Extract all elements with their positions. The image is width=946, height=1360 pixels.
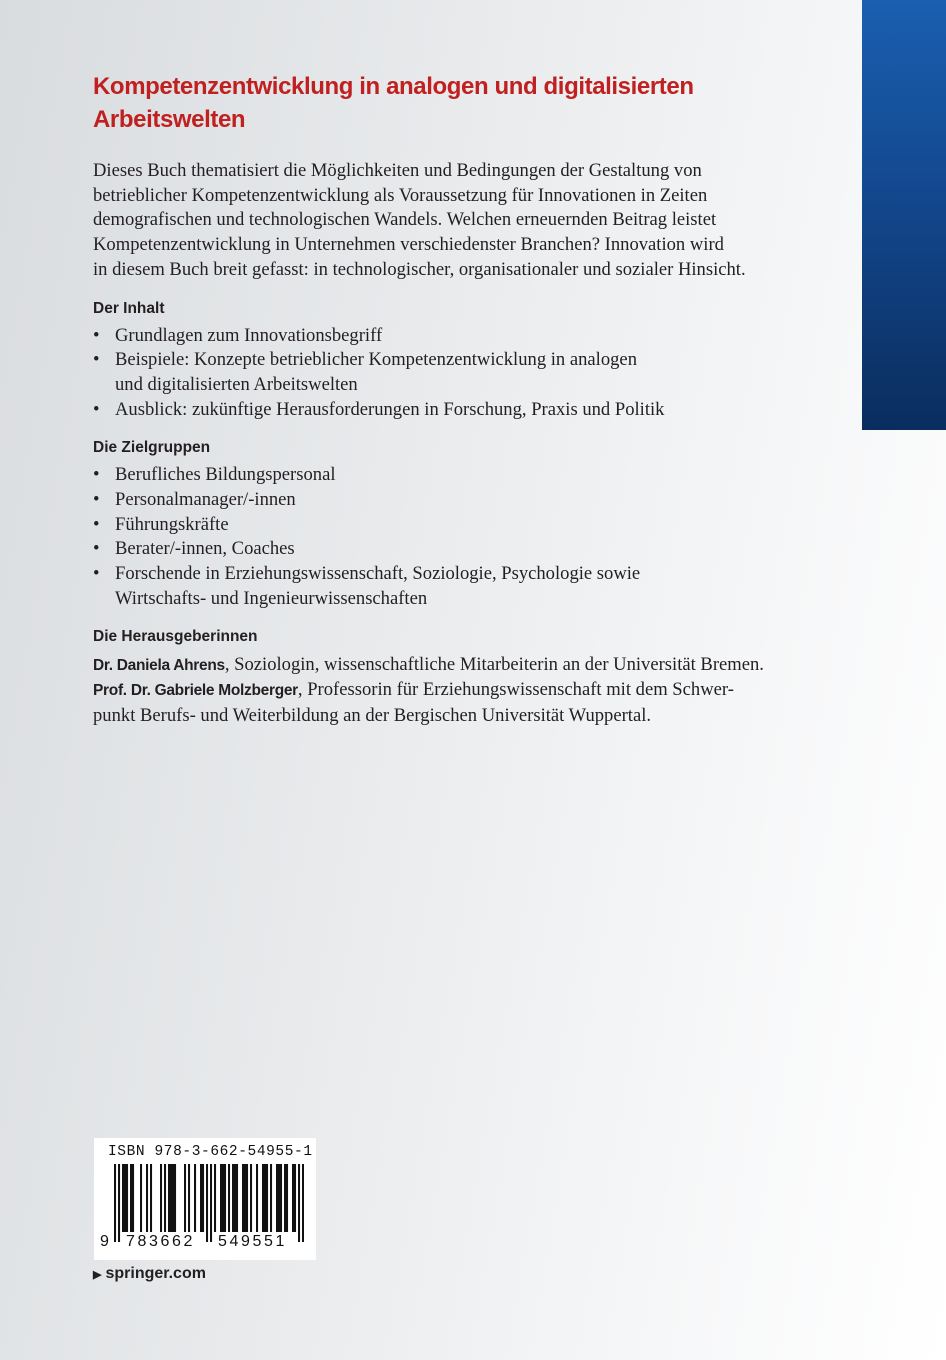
barcode-bar [200,1164,202,1232]
barcode-bar [292,1164,294,1232]
barcode-bar [256,1164,258,1232]
barcode-bar [298,1164,300,1242]
editor-2-name: Prof. Dr. Gabriele Molzberger [93,682,298,700]
barcode-bar [284,1164,286,1232]
triangle-right-icon: ▶ [93,1268,102,1281]
barcode-bar [224,1164,226,1232]
barcode-bar [276,1164,278,1232]
list-item: • Forschende in Erziehungswissenschaft, Soziologie, Psychologie sowie Wirtschafts- und Ingenieurwissenschaften [93,562,765,611]
list-item: • Beispiele: Konzepte betrieblicher Kompetenzentwicklung in analogen und digitalisierten Arbeitswelten [93,348,765,397]
isbn-label: ISBN 978-3-662-54955-1 [108,1144,313,1160]
website-label: springer.com [105,1265,206,1282]
barcode-bar [210,1164,212,1242]
barcode-bar [266,1164,268,1232]
list-item: • Grundlagen zum Innovationsbegriff [93,324,765,349]
barcode-bar [126,1164,128,1232]
section-heading-inhalt: Der Inhalt [93,299,165,317]
barcode-bar [114,1164,116,1242]
barcode-bar [250,1164,252,1232]
barcode-bar [140,1164,142,1232]
editor-1: Dr. Daniela Ahrens, Soziologin, wissenschaftliche Mitarbeiterin an der Universität Bremen. [93,653,764,675]
barcode-bar [132,1164,134,1232]
ean-first-digit: 9 [100,1233,109,1250]
barcode-bar [270,1164,272,1232]
barcode-bar [280,1164,282,1232]
barcode-bar [170,1164,172,1232]
editors-bio [93,653,765,729]
barcode-bar [278,1164,280,1232]
barcode-bar [130,1164,132,1232]
barcode-bar [206,1164,208,1242]
barcode-bar [150,1164,152,1232]
barcode-bar [222,1164,224,1232]
barcode-bar [242,1164,244,1232]
barcode-bar [168,1164,170,1232]
barcode-bar [202,1164,204,1232]
list-item: • Ausblick: zukünftige Herausforderungen in Forschung, Praxis und Politik [93,398,765,423]
barcode-bar [228,1164,230,1232]
barcode-bar [236,1164,238,1232]
back-cover-content [93,70,765,729]
zielgruppen-list [93,463,765,611]
barcode-bar [188,1164,190,1232]
book-description: Dieses Buch thematisiert die Möglichkeiten und Bedingungen der Gestaltung von betrieblicher Kompetenzentwicklung als Voraussetzung für Innovationen in Zeiten demografischen und technologischen Wandels. Welchen erneuernden Beitrag leistet Kompetenzentwicklung in Unternehmen verschiedenster Branchen? Innovation wird in diesem Buch breit gefasst: in technologischer, organisationaler und sozialer Hinsicht. [93,160,746,280]
section-heading-zielgruppen: Die Zielgruppen [93,439,211,457]
barcode-bar [118,1164,120,1242]
section-heading-herausgeberinnen: Die Herausgeberinnen [93,627,258,645]
book-title: Kompetenzentwicklung in analogen und digitalisierten Arbeitswelten [93,73,694,133]
barcode-bar [214,1164,216,1232]
editor-2-line2: punkt Berufs- und Weiterbildung an der Bergischen Universität Wuppertal. [93,704,652,726]
blue-accent-bar [862,0,946,430]
list-item: • Personalmanager/-innen [93,488,765,513]
barcode-bar [146,1164,148,1232]
barcode-bar [302,1164,304,1242]
ean-left-digits: 783662 [126,1233,195,1250]
isbn-barcode [94,1138,316,1260]
barcode-bar [244,1164,246,1232]
barcode-bar [286,1164,288,1232]
editor-1-name: Dr. Daniela Ahrens [93,656,225,674]
barcode-bar [172,1164,174,1232]
barcode-bar [164,1164,166,1232]
barcode-bar [174,1164,176,1232]
barcode-bar [160,1164,162,1232]
barcode-bar [264,1164,266,1232]
barcode-bar [294,1164,296,1232]
barcode-bars [114,1164,304,1242]
barcode-bar [124,1164,126,1232]
barcode-bar [184,1164,186,1232]
website-link[interactable] [93,1265,206,1283]
editor-2: Prof. Dr. Gabriele Molzberger, Professorin für Erziehungswissenschaft mit dem Schwer- [93,679,734,701]
barcode-bar [194,1164,196,1232]
barcode-bar [220,1164,222,1232]
inhalt-list [93,324,765,423]
barcode-bar [122,1164,124,1232]
barcode-bar [262,1164,264,1232]
list-item: • Führungskräfte [93,513,765,538]
list-item: • Berater/-innen, Coaches [93,537,765,562]
list-item: • Berufliches Bildungspersonal [93,463,765,488]
barcode-bar [232,1164,234,1232]
ean-right-digits: 549551 [218,1233,287,1250]
barcode-bar [234,1164,236,1232]
barcode-bar [246,1164,248,1232]
